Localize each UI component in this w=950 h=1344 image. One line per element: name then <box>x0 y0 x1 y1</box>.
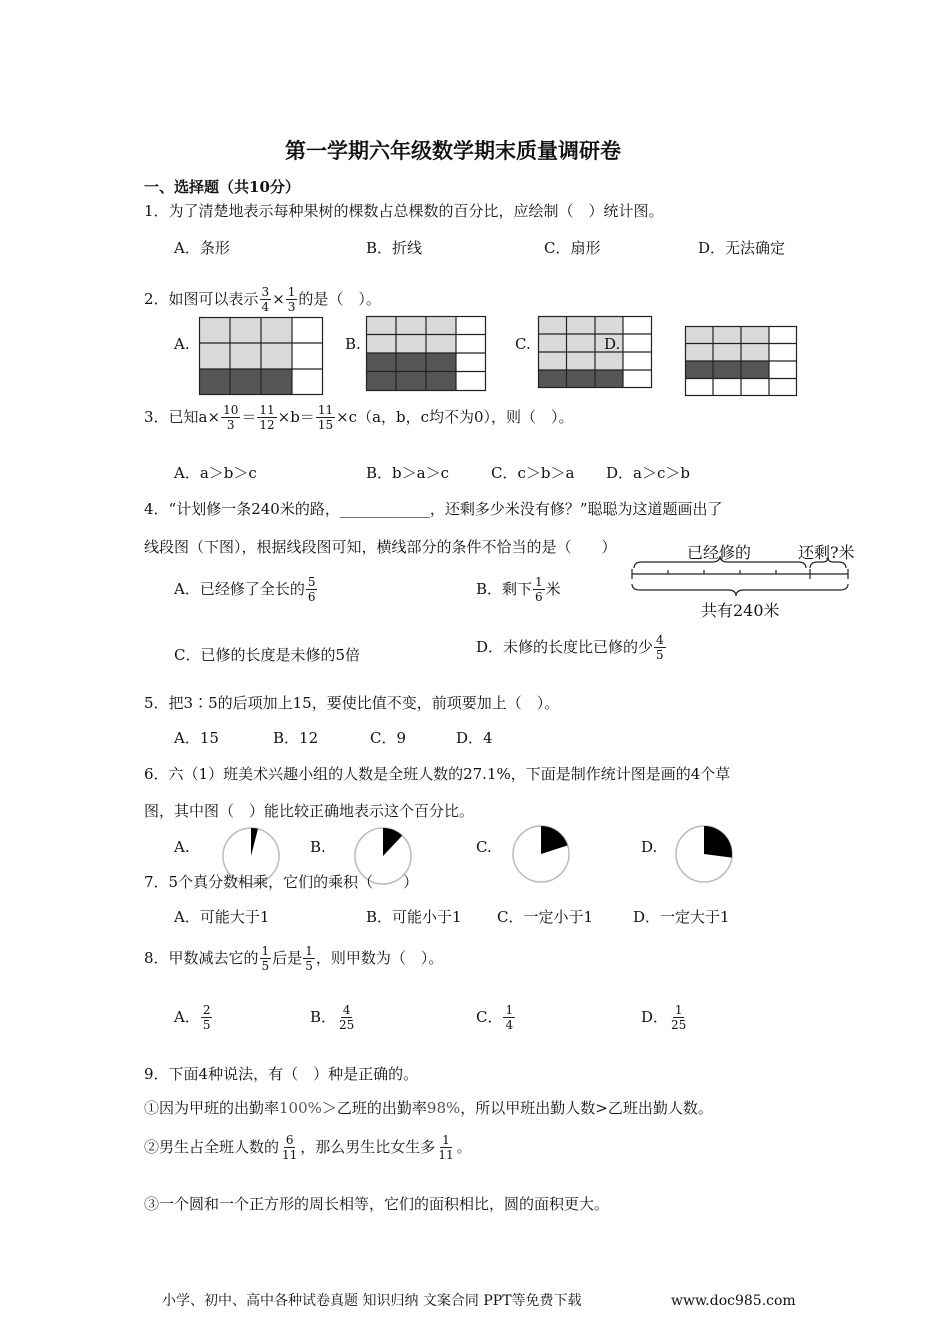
q5-option-c[interactable]: C．9 <box>370 729 407 747</box>
fraction: $\frac{1}{25}$ <box>671 1003 687 1032</box>
q4-option-a[interactable]: A．已经修了全长的 $\frac{5}{6}$ <box>174 575 316 604</box>
q2-grid-a[interactable] <box>199 317 324 395</box>
q4-stem-line1: 4．“计划修一条240米的路，____________，还剩多少米没有修？”聪聪为这道题画出了 <box>144 500 723 518</box>
q2-stem: 2．如图可以表示 $\frac{3}{4}$ × $\frac{1}{3}$ 的是（ ）。 <box>144 285 381 314</box>
footer-link[interactable]: www.doc985.com <box>671 1293 796 1309</box>
q3-option-b[interactable]: B．b＞a＞c <box>366 464 449 482</box>
q3-stem: 3．已知a× $\frac{10}{3}$ ＝ $\frac{11}{12}$ ×b＝ $\frac{11}{15}$ ×c（a，b，c均不为0），则（ ）。 <box>144 403 574 432</box>
q9-stem: 9．下面4种说法，有（ ）种是正确的。 <box>144 1065 419 1083</box>
section-heading: 一、选择题（共10分） <box>144 178 300 196</box>
fraction: $\frac{1}{11}$ <box>438 1133 454 1162</box>
q7-option-c[interactable]: C．一定小于1 <box>497 908 594 926</box>
q8-option-d[interactable]: D． $\frac{1}{25}$ <box>641 1003 687 1032</box>
q7-stem: 7．5个真分数相乘，它们的乘积（ ） <box>144 873 419 891</box>
q4-diagram-total-label: 共有240米 <box>701 601 780 620</box>
q6-label-d[interactable]: D. <box>641 838 658 856</box>
fraction: $\frac{10}{3}$ <box>223 403 239 432</box>
q3-option-a[interactable]: A．a＞b＞c <box>174 464 257 482</box>
q2-label-b[interactable]: B. <box>345 335 361 353</box>
fraction: $\frac{1}{5}$ <box>261 944 270 973</box>
q2-grid-c[interactable] <box>538 316 652 388</box>
fraction: $\frac{4}{25}$ <box>339 1003 355 1032</box>
q1-option-c[interactable]: C．扇形 <box>544 239 601 257</box>
q6-label-b[interactable]: B. <box>310 838 326 856</box>
q5-option-a[interactable]: A．15 <box>174 729 219 747</box>
q7-option-b[interactable]: B．可能小于1 <box>366 908 462 926</box>
q2-label-d[interactable]: D. <box>604 335 621 353</box>
q6-label-a[interactable]: A. <box>174 838 190 856</box>
fraction: $\frac{2}{5}$ <box>202 1003 211 1032</box>
q2-grid-d[interactable] <box>685 326 797 396</box>
q6-stem-line1: 6．六（1）班美术兴趣小组的人数是全班人数的27.1%，下面是制作统计图是画的4个草 <box>144 765 731 783</box>
fraction: $\frac{11}{15}$ <box>317 403 334 432</box>
fraction: $\frac{11}{12}$ <box>259 403 275 432</box>
fraction: $\frac{1}{3}$ <box>287 285 296 314</box>
q1-option-a[interactable]: A．条形 <box>174 239 230 257</box>
q6-pie-d[interactable] <box>674 824 734 884</box>
fraction: $\frac{1}{4}$ <box>505 1003 514 1032</box>
q5-stem: 5．把3∶5的后项加上15，要使比值不变，前项要加上（ ）。 <box>144 694 560 712</box>
fraction: $\frac{1}{5}$ <box>305 944 313 973</box>
q6-pie-c[interactable] <box>511 824 571 884</box>
q7-option-a[interactable]: A．可能大于1 <box>174 908 270 926</box>
q2-label-c[interactable]: C. <box>515 335 531 353</box>
q2-label-a[interactable]: A. <box>174 335 190 353</box>
q4-diagram-rest-label: 还剩?米 <box>798 543 855 562</box>
q7-option-d[interactable]: D．一定大于1 <box>633 908 730 926</box>
q4-option-b[interactable]: B．剩下 $\frac{1}{6}$ 米 <box>476 575 561 604</box>
q4-stem-line2: 线段图（下图），根据线段图可知，横线部分的条件不恰当的是（ ） <box>144 538 617 556</box>
footer-text: 小学、初中、高中各种试卷真题 知识归纳 文案合同 PPT等免费下载 <box>162 1293 582 1309</box>
q8-stem: 8．甲数减去它的 $\frac{1}{5}$ 后是 $\frac{1}{5}$ ，则甲数为（ ）。 <box>144 944 444 973</box>
fraction: $\frac{1}{6}$ <box>535 575 543 604</box>
q4-line-diagram <box>628 560 850 600</box>
q6-label-c[interactable]: C. <box>476 838 492 856</box>
q2-grid-b[interactable] <box>366 316 486 391</box>
fraction: $\frac{4}{5}$ <box>656 633 664 662</box>
fraction: $\frac{3}{4}$ <box>261 285 270 314</box>
q9-statement-2: ②男生占全班人数的 $\frac{6}{11}$ ，那么男生比女生多 $\frac{1}{11}$ 。 <box>144 1133 472 1162</box>
q3-option-c[interactable]: C．c＞b＞a <box>491 464 575 482</box>
pie-slice <box>704 826 732 858</box>
q3-option-d[interactable]: D．a＞c＞b <box>606 464 690 482</box>
q1-stem: 1．为了清楚地表示每种果树的棵数占总棵数的百分比，应绘制（ ）统计图。 <box>144 202 664 220</box>
page-title: 第一学期六年级数学期末质量调研卷 <box>285 138 621 163</box>
q1-option-d[interactable]: D．无法确定 <box>698 239 786 257</box>
q9-statement-3: ③一个圆和一个正方形的周长相等，它们的面积相比，圆的面积更大。 <box>144 1195 610 1213</box>
q1-option-b[interactable]: B．折线 <box>366 239 423 257</box>
fraction: $\frac{5}{6}$ <box>307 575 316 604</box>
q5-option-b[interactable]: B．12 <box>273 729 319 747</box>
q8-option-c[interactable]: C． $\frac{1}{4}$ <box>476 1003 514 1032</box>
q8-option-b[interactable]: B． $\frac{4}{25}$ <box>310 1003 355 1032</box>
q4-option-c[interactable]: C．已修的长度是未修的5倍 <box>174 646 361 664</box>
q6-stem-line2: 图，其中图（ ）能比较正确地表示这个百分比。 <box>144 802 475 820</box>
q5-option-d[interactable]: D．4 <box>456 729 493 747</box>
q8-option-a[interactable]: A． $\frac{2}{5}$ <box>174 1003 211 1032</box>
fraction: $\frac{6}{11}$ <box>282 1133 298 1162</box>
q4-option-d[interactable]: D．未修的长度比已修的少 $\frac{4}{5}$ <box>476 633 664 662</box>
q4-diagram-done-label: 已经修的 <box>687 543 752 562</box>
q9-statement-1: ①因为甲班的出勤率100%＞乙班的出勤率98%，所以甲班出勤人数>乙班出勤人数。 <box>144 1099 713 1117</box>
